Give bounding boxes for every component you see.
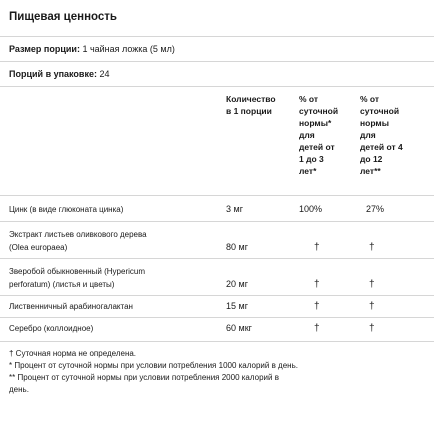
footnote-dagger: † Суточная норма не определена. <box>9 349 137 358</box>
ingredient-dv-kids-4-12: † <box>369 279 375 290</box>
servings-label: Порций в упаковке: <box>9 69 97 79</box>
servings-value: 24 <box>96 69 110 79</box>
ingredient-amount: 60 мкг <box>226 323 252 333</box>
ingredient-dv-kids-4-12: † <box>369 323 375 334</box>
divider <box>0 221 434 222</box>
column-header-dv-kids-4-12: % от суточной нормы для детей от 4 до 12 лет** <box>360 94 403 176</box>
serving-size-value: 1 чайная ложка (5 мл) <box>79 44 175 54</box>
divider <box>0 341 434 342</box>
ingredient-dv-kids-4-12: † <box>369 242 375 253</box>
divider <box>0 295 434 296</box>
serving-size <box>9 43 175 55</box>
column-header-amount: Количество в 1 порции <box>226 94 276 116</box>
ingredient-dv-kids-1-3: 100% <box>299 204 323 214</box>
ingredient-dv-kids-4-12: 27% <box>366 204 385 214</box>
ingredient-name: Серебро (коллоидное) <box>9 324 94 333</box>
divider <box>0 61 434 62</box>
ingredient-name: Экстракт листьев оливкового дерева <box>9 230 147 239</box>
divider <box>0 258 434 259</box>
divider <box>0 36 434 37</box>
ingredient-dv-kids-1-3: † <box>314 279 320 290</box>
ingredient-name-continued: (Olea europaea) <box>9 243 68 252</box>
ingredient-amount: 15 мг <box>226 301 248 311</box>
ingredient-dv-kids-1-3: † <box>314 242 320 253</box>
ingredient-dv-kids-1-3: † <box>314 323 320 334</box>
ingredient-dv-kids-4-12: † <box>369 301 375 312</box>
ingredient-amount: 3 мг <box>226 204 243 214</box>
ingredient-name: Зверобой обыкновенный (Hypericum <box>9 267 145 276</box>
ingredient-name-continued: perforatum) (листья и цветы) <box>9 280 115 289</box>
servings-per-container <box>9 68 109 80</box>
ingredient-amount: 80 мг <box>226 242 248 252</box>
column-header-dv-kids-1-3: % от суточной нормы* для детей от 1 до 3 лет* <box>299 94 339 176</box>
panel-title: Пищевая ценность <box>9 11 117 23</box>
ingredient-dv-kids-1-3: † <box>314 301 320 312</box>
ingredient-name: Цинк (в виде глюконата цинка) <box>9 205 124 214</box>
footnote-double-star: ** Процент от суточной нормы при условии потребления 2000 калорий в <box>9 373 279 382</box>
footnote-single-star: * Процент от суточной нормы при условии потребления 1000 калорий в день. <box>9 361 298 370</box>
divider <box>0 317 434 318</box>
ingredient-name: Лиственничный арабиногалактан <box>9 302 133 311</box>
ingredient-amount: 20 мг <box>226 279 248 289</box>
footnote-double-star-continued: день. <box>9 385 29 394</box>
divider <box>0 86 434 87</box>
divider <box>0 195 434 196</box>
serving-size-label: Размер порции: <box>9 44 80 54</box>
